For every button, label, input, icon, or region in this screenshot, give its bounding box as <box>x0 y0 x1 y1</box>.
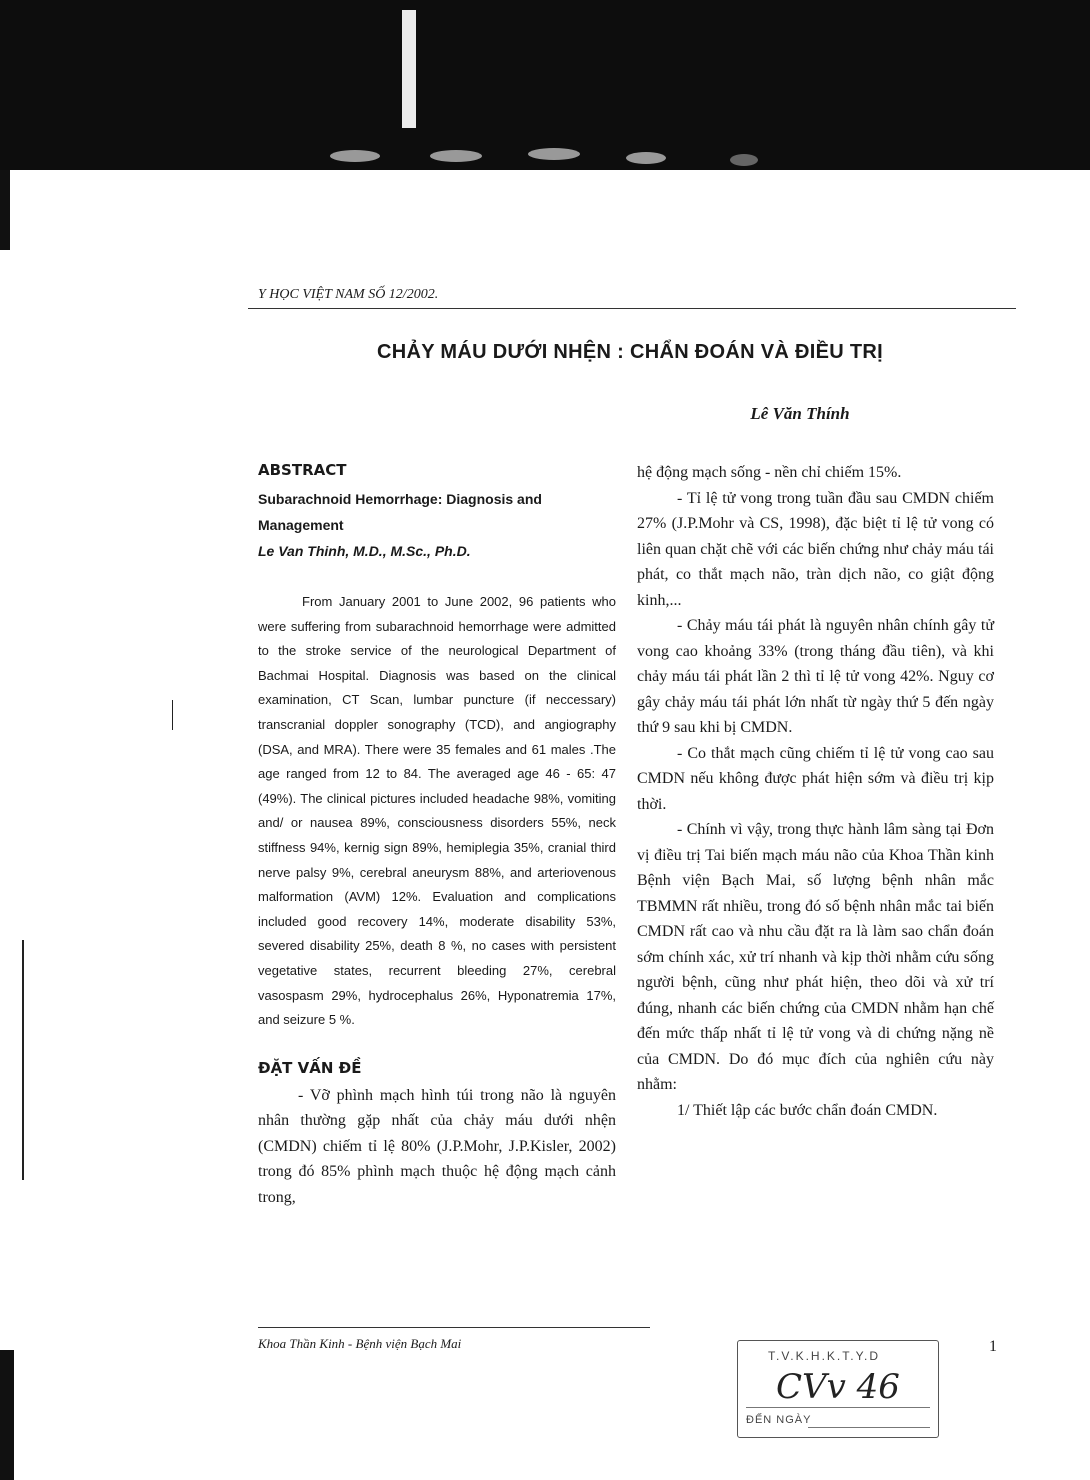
stamp-code: CVv 46 <box>776 1367 900 1407</box>
footnote-rule <box>258 1327 650 1328</box>
section-paragraph: - Vỡ phình mạch hình túi trong não là nguyên nhân thường gặp nhất của chảy máu dưới nhện (CMDN) chiếm tỉ lệ 80% (J.P.Mohr, J.P.Kisler, 2002) trong đó 85% phình mạch thuộc hệ động mạch cảnh trong, <box>258 1086 616 1206</box>
scan-band-bar <box>402 10 416 128</box>
scan-margin-mark <box>22 940 24 1180</box>
header-rule <box>248 308 1016 309</box>
paragraph: - Chảy máu tái phát là nguyên nhân chính gây tử vong cao khoảng 33% (trong tháng đầu tiên), và khi chảy máu tái phát lần 2 thì tỉ lệ tử vong 42%. Nguy cơ gây chảy máu tái phát lớn nhất từ ngày thứ 5 đến ngày thứ 9 sau khi bị CMDN. <box>637 617 994 736</box>
scan-margin-mark <box>172 700 173 730</box>
abstract-body: From January 2001 to June 2002, 96 patients who were suffering from subarachnoid hemorrhage were admitted to the stroke service of the neurological Department of Bachmai Hospital. Diagnosis was based on the clinical examination, CT Scan, lumbar puncture (if neccessary) transcranial doppler sonography (TCD), and angiography (DSA, and MRA). There were 35 females and 61 males .The age ranged from 12 to 84. The averaged age 46 - 65: 47 (49%). The clinical pictures included headache 98%, vomiting and/ or nausea 89%, consciousness disorders 55%, neck stiffness 94%, kernig sign 89%, hemiplegia 35%, cranial third nerve palsy 9%, cerebral aneurysm 88%, and arteriovenous malformation (AVM) 12%. Evaluation and complications included good recovery 14%, moderate disability 53%, severed disability 25%, death 8 %, no cases with persistent vegetative states, recurrent bleeding 27%, cerebral vasospasm 29%, hydrocephalus 26%, Hyponatremia 17%, and seizure 5 %. <box>258 594 616 1028</box>
abstract-title-line1: Subarachnoid Hemorrhage: Diagnosis and <box>258 491 542 507</box>
paragraph: - Tỉ lệ tử vong trong tuần đầu sau CMDN chiếm 27% (J.P.Mohr và CS, 1998), đặc biệt tỉ lệ tử vong có liên quan chặt chẽ với các biến chứng như chảy máu tái phát, co thắt mạch não, tràn dịch não, co giật động kinh,... <box>637 489 994 609</box>
running-head: Y HỌC VIỆT NAM SỐ 12/2002. <box>258 287 439 302</box>
scan-left-edge <box>0 170 10 250</box>
scan-smudge <box>330 150 380 162</box>
scan-left-edge <box>0 1350 14 1480</box>
paragraph: - Co thắt mạch cũng chiếm tỉ lệ tử vong cao sau CMDN nếu không được phát hiện sớm và điều trị kịp thời. <box>637 744 994 813</box>
page-number: 1 <box>989 1338 997 1355</box>
article-title: CHẢY MÁU DƯỚI NHỆN : CHẨN ĐOÁN VÀ ĐIỀU TRỊ <box>377 341 883 363</box>
affiliation-footnote: Khoa Thần Kinh - Bệnh viện Bạch Mai <box>258 1336 462 1351</box>
article-author: Lê Văn Thính <box>750 404 850 423</box>
right-column <box>637 460 994 1123</box>
paragraph: - Chính vì vậy, trong thực hành lâm sàng tại Đơn vị điều trị Tai biến mạch máu não của Khoa Thần kinh Bệnh viện Bạch Mai, số lượng bệnh nhân mắc TBMMN rất nhiều, trong đó số bệnh nhân mắc tai biến CMDN rất cao và nhu cầu đặt ra là làm sao chẩn đoán sớm chính xác, xử trí nhanh và kịp thời nhằm cứu sống người bệnh, cũng như phát hiện, theo dõi và xử trí đúng, nhanh các biến chứng của CMDN nhằm hạn chế đến mức thấp nhất tỉ lệ tử vong và di chứng nặng nề của CMDN. Do đó mục đích của nghiên cứu này nhằm: <box>637 821 994 1093</box>
paragraph: 1/ Thiết lập các bước chẩn đoán CMDN. <box>677 1101 938 1119</box>
stamp-line1: T.V.K.H.K.T.Y.D <box>768 1349 881 1363</box>
left-column <box>258 460 616 1210</box>
scan-smudge <box>626 152 666 164</box>
abstract-authors: Le Van Thinh, M.D., M.Sc., Ph.D. <box>258 543 471 559</box>
scan-smudge <box>430 150 482 162</box>
stamp-rule <box>746 1407 930 1408</box>
abstract-title-line2: Management <box>258 517 344 533</box>
scan-smudge <box>528 148 580 160</box>
continued-paragraph: hệ động mạch sống - nền chỉ chiếm 15%. <box>637 464 902 481</box>
library-stamp <box>737 1340 939 1438</box>
section-heading: ĐẶT VẤN ĐỀ <box>258 1058 362 1077</box>
abstract-heading: ABSTRACT <box>258 461 347 479</box>
stamp-line3: ĐẾN NGÀY <box>746 1414 812 1426</box>
stamp-rule <box>808 1427 930 1428</box>
scan-top-band <box>0 0 1090 170</box>
scan-smudge <box>730 154 758 166</box>
